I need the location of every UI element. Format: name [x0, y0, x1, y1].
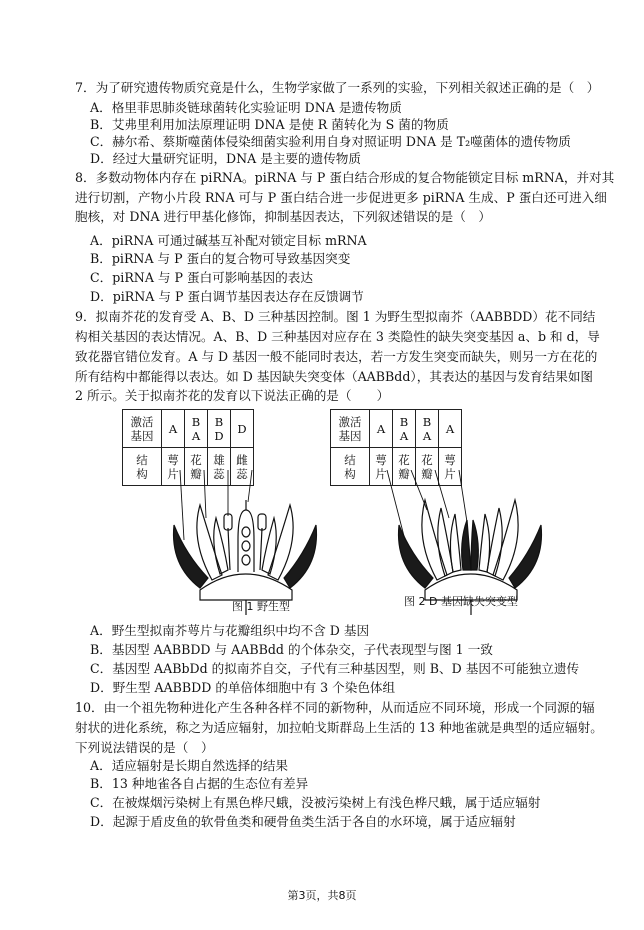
q7-option-b: B．艾弗里利用加法原理证明 DNA 是使 R 菌转化为 S 菌的物质	[90, 117, 449, 132]
fig2-gene-cell: B A	[416, 410, 439, 448]
q8-stem-line3: 胞核，对 DNA 进行甲基化修饰，抑制基因表达，下列叙述错误的是（ ）	[75, 209, 492, 224]
q9-stem-line2: 构相关基因的表达情况。A、B、D 三种基因对应存在 3 类隐性的缺失突变基因 a、b 和 d，导	[75, 329, 600, 344]
q10-option-a: A．适应辐射是长期自然选择的结果	[90, 758, 289, 773]
q7-stem: 7．为了研究遗传物质究竟是什么，生物学家做了一系列的实验，下列相关叙述正确的是（ ）	[75, 80, 600, 95]
q7-option-d: D．经过大量研究证明，DNA 是主要的遗传物质	[90, 151, 361, 166]
fig2-gene-cell: B A	[393, 410, 416, 448]
q9-option-b: B．基因型 AABBDD 与 AABBdd 的个体杂交，子代表现型与图 1 一致	[90, 642, 493, 657]
q10-stem-line3: 下列说法错误的是（ ）	[75, 740, 214, 755]
fig1-gene-cell: B D	[208, 410, 231, 448]
q8-option-c: C．piRNA 与 P 蛋白可影响基因的表达	[90, 270, 313, 285]
fig1-structure-cell: 花 瓣	[185, 448, 208, 486]
q9-option-a: A．野生型拟南芥萼片与花瓣组织中均不含 D 基因	[90, 623, 370, 638]
q9-stem-line5: 2 所示。关于拟南芥花的发育以下说法正确的是（ ）	[75, 388, 390, 403]
fig1-structure-cell: 雄 蕊	[208, 448, 231, 486]
fig2-structure-cell: 花 瓣	[416, 448, 439, 486]
q9-stem-line4: 所有结构中都能得以表达。如 D 基因缺失突变体（AABBdd），其表达的基因与发育结果如图	[75, 369, 594, 384]
q9-option-c: C．基因型 AABbDd 的拟南芥自交，子代有三种基因型，则 B、D 基因不可能独立遗传	[90, 661, 580, 676]
fig1-gene-cell: D	[231, 410, 254, 448]
fig1-gene-cell: A	[162, 410, 185, 448]
fig2-gene-cell: A	[370, 410, 393, 448]
q7-option-a: A．格里菲思肺炎链球菌转化实验证明 DNA 是遗传物质	[90, 100, 402, 115]
fig1-caption: 图 1 野生型	[232, 600, 290, 613]
q9-option-d: D．野生型 AABBDD 的单倍体细胞中有 3 个染色体组	[90, 680, 396, 695]
fig2-header-cell: 激活 基因	[331, 410, 370, 448]
q10-option-b: B．13 种地雀各自占据的生态位有差异	[90, 776, 309, 791]
fig2-structure-cell: 萼 片	[370, 448, 393, 486]
q10-option-c: C．在被煤烟污染树上有黑色桦尺蛾，没被污染树上有浅色桦尺蛾，属于适应辐射	[90, 795, 541, 810]
q7-option-c: C．赫尔希、蔡斯噬菌体侵染细菌实验利用自身对照证明 DNA 是 T₂噬菌体的遗传物质	[90, 134, 571, 149]
q9-stem-line3: 致花器官错位发育。A 与 D 基因一般不能同时表达，若一方发生突变而缺失，则另一方在花的	[75, 349, 598, 364]
fig1-structure-cell: 萼 片	[162, 448, 185, 486]
fig2-structure-cell: 萼 片	[439, 448, 462, 486]
q8-option-d: D．piRNA 与 P 蛋白调节基因表达存在反馈调节	[90, 289, 364, 304]
fig1-gene-cell: B A	[185, 410, 208, 448]
fig1-structure-cell: 雌 蕊	[231, 448, 254, 486]
page-footer: 第3页，共8页	[287, 889, 357, 902]
q8-option-a: A．piRNA 可通过碱基互补配对锁定目标 mRNA	[90, 233, 367, 248]
fig2-caption: 图 2 D 基因缺失突变型	[404, 595, 518, 608]
fig2-gene-cell: A	[439, 410, 462, 448]
fig1-row-label: 结 构	[123, 448, 162, 486]
q10-stem-line1: 10．由一个祖先物种进化产生各种各样不同的新物种，从而适应不同环境，形成一个同源的辐	[75, 700, 595, 715]
fig2-structure-cell: 花 瓣	[393, 448, 416, 486]
q8-stem-line1: 8．多数动物体内存在 piRNA。piRNA 与 P 蛋白结合形成的复合物能锁定目标 mRNA，并对其	[75, 170, 615, 185]
q8-stem-line2: 进行切割，产物小片段 RNA 可与 P 蛋白结合进一步促进更多 piRNA 生成、P 蛋白还可进入细	[75, 190, 607, 205]
q8-option-b: B．piRNA 与 P 蛋白的复合物可导致基因突变	[90, 251, 351, 266]
q9-stem-line1: 9．拟南芥花的发育受 A、B、D 三种基因控制。图 1 为野生型拟南芥（AABBDD）花不同结	[75, 309, 596, 324]
q10-option-d: D．起源于盾皮鱼的软骨鱼类和硬骨鱼类生活于各自的水环境，属于适应辐射	[90, 814, 516, 829]
q10-stem-line2: 射状的进化系统，称之为适应辐射，加拉帕戈斯群岛上生活的 13 种地雀就是典型的适应辐射。	[75, 720, 603, 735]
fig2-row-label: 结 构	[331, 448, 370, 486]
fig1-header-cell: 激活 基因	[123, 410, 162, 448]
